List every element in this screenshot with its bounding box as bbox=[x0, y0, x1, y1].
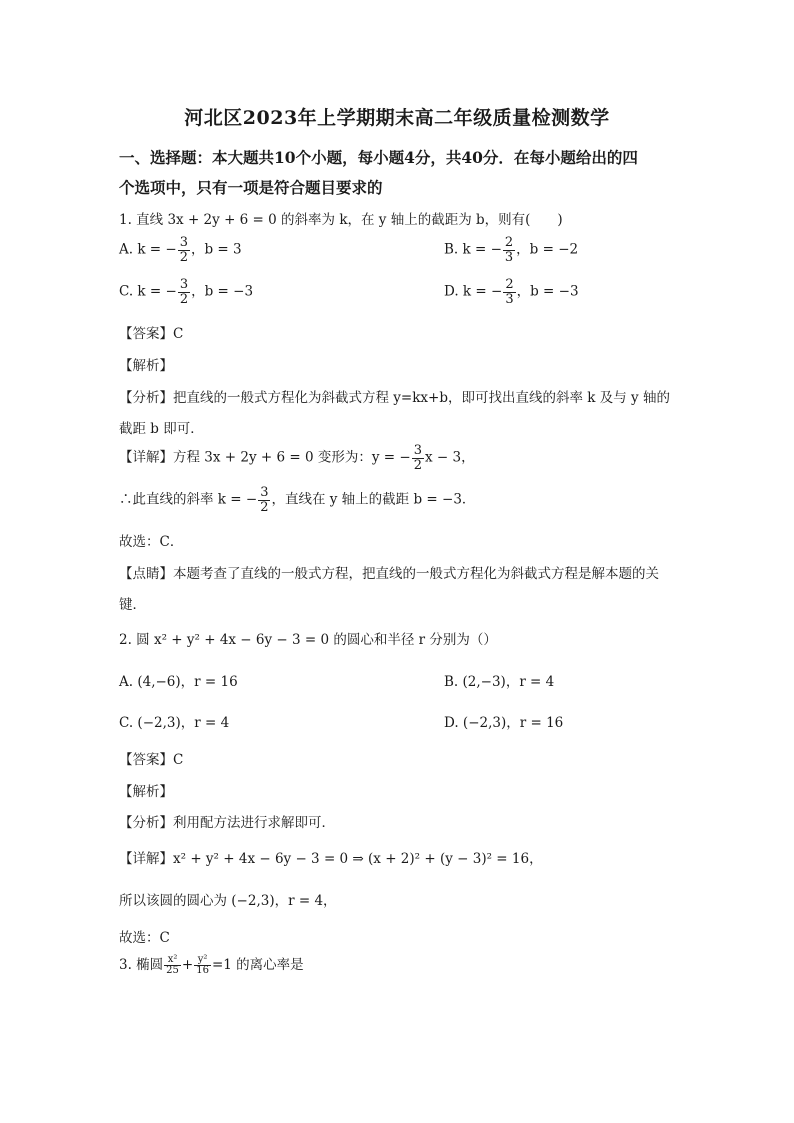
q1-detail bbox=[119, 444, 475, 472]
q1-dianjing-line1: 【点睛】本题考查了直线的一般式方程，把直线的一般式方程化为斜截式方程是解本题的关 bbox=[119, 566, 659, 582]
q1-conclusion-prefix: ∴此直线的斜率 k = − bbox=[119, 491, 258, 508]
q1-fenxi-line1: 【分析】把直线的一般式方程化为斜截式方程 y=kx+b，即可找出直线的斜率 k 及与 y 轴的 bbox=[119, 390, 670, 406]
q1-option-b bbox=[444, 236, 578, 264]
q1-stem: 1. 直线 3x + 2y + 6 = 0 的斜率为 k，在 y 轴上的截距为 b，则有( ) bbox=[119, 212, 563, 228]
q2-answer: 【答案】C bbox=[119, 752, 184, 768]
q1-option-b-prefix: B. k = − bbox=[444, 241, 502, 258]
q1-conclusion-fraction bbox=[258, 486, 270, 514]
q1-answer: 【答案】C bbox=[119, 326, 184, 342]
q2-detail: 【详解】x² + y² + 4x − 6y − 3 = 0 ⇒ (x + 2)² + (y − 3)² = 16， bbox=[119, 851, 543, 867]
q1-option-c-denominator: 2 bbox=[179, 291, 189, 307]
q1-option-c-fraction bbox=[178, 278, 190, 306]
q1-option-b-fraction bbox=[503, 236, 515, 264]
q1-conclusion-denominator: 2 bbox=[260, 499, 269, 515]
q1-option-b-denominator: 3 bbox=[504, 249, 514, 265]
q1-option-a-suffix: ，b = 3 bbox=[191, 241, 242, 258]
page-title: 河北区2023年上学期期末高二年级质量检测数学 bbox=[184, 107, 610, 129]
q2-option-b: B. (2,−3)，r = 4 bbox=[444, 674, 555, 690]
q2-option-c: C. (−2,3)，r = 4 bbox=[119, 715, 230, 731]
q1-option-c-numerator: 3 bbox=[179, 277, 189, 292]
q2-choose: 故选：C bbox=[119, 930, 170, 946]
q1-conclusion bbox=[119, 486, 475, 514]
q1-detail-numerator: 3 bbox=[413, 443, 422, 458]
q3-fraction-y-denominator: 16 bbox=[196, 965, 209, 976]
q3-suffix: =1 的离心率是 bbox=[211, 957, 304, 973]
q3-fraction-x bbox=[164, 955, 181, 977]
q3-plus: + bbox=[181, 957, 194, 973]
q1-detail-fraction bbox=[412, 444, 424, 472]
q3-fraction-y-numerator: y² bbox=[194, 955, 211, 967]
q1-option-d bbox=[444, 278, 579, 306]
section-heading-line2: 个选项中，只有一项是符合题目要求的 bbox=[119, 178, 383, 197]
section-heading-line1: 一、选择题：本大题共10个小题，每小题4分，共40分．在每小题给出的四 bbox=[119, 148, 638, 167]
q2-option-a: A. (4,−6)，r = 16 bbox=[119, 674, 238, 690]
q2-option-d: D. (−2,3)，r = 16 bbox=[444, 715, 564, 731]
q1-option-c bbox=[119, 278, 253, 306]
q2-center: 所以该圆的圆心为 (−2,3)，r = 4， bbox=[119, 893, 337, 909]
q1-dianjing-line2: 键． bbox=[119, 597, 146, 613]
q1-option-d-fraction bbox=[503, 278, 515, 306]
q3-stem bbox=[119, 953, 304, 977]
q1-option-d-suffix: ，b = −3 bbox=[516, 283, 579, 300]
q3-fraction-x-denominator: 25 bbox=[166, 965, 179, 976]
q1-detail-denominator: 2 bbox=[413, 457, 422, 473]
q1-option-d-prefix: D. k = − bbox=[444, 283, 503, 300]
q1-detail-prefix: 【详解】方程 3x + 2y + 6 = 0 变形为：y = − bbox=[119, 449, 411, 466]
q1-option-a-prefix: A. k = − bbox=[119, 241, 177, 258]
q3-fraction-y bbox=[194, 955, 211, 977]
q1-analysis-label: 【解析】 bbox=[119, 358, 173, 374]
q1-fenxi-line2: 截距 b 即可． bbox=[119, 421, 204, 437]
q3-fraction-x-numerator: x² bbox=[164, 955, 181, 967]
q1-option-d-denominator: 3 bbox=[505, 291, 514, 307]
q1-option-b-suffix: ，b = −2 bbox=[516, 241, 579, 258]
q1-detail-suffix: x − 3， bbox=[424, 449, 475, 466]
q1-choose: 故选：C． bbox=[119, 534, 184, 550]
q1-option-a-fraction bbox=[178, 236, 190, 264]
q1-option-a bbox=[119, 236, 242, 264]
q1-conclusion-numerator: 3 bbox=[260, 485, 269, 500]
q2-stem: 2. 圆 x² + y² + 4x − 6y − 3 = 0 的圆心和半径 r 分别为（） bbox=[119, 632, 497, 648]
q1-option-a-denominator: 2 bbox=[179, 249, 188, 265]
q1-option-d-numerator: 2 bbox=[505, 277, 514, 292]
q2-analysis-label: 【解析】 bbox=[119, 784, 173, 800]
q2-fenxi: 【分析】利用配方法进行求解即可． bbox=[119, 815, 335, 831]
q1-option-a-numerator: 3 bbox=[179, 235, 188, 250]
q3-prefix: 3. 椭圆 bbox=[119, 957, 164, 973]
q1-option-c-prefix: C. k = − bbox=[119, 283, 177, 300]
q1-conclusion-suffix: ，直线在 y 轴上的截距 b = −3． bbox=[271, 491, 476, 508]
q1-option-c-suffix: ，b = −3 bbox=[191, 283, 254, 300]
q1-option-b-numerator: 2 bbox=[504, 235, 514, 250]
